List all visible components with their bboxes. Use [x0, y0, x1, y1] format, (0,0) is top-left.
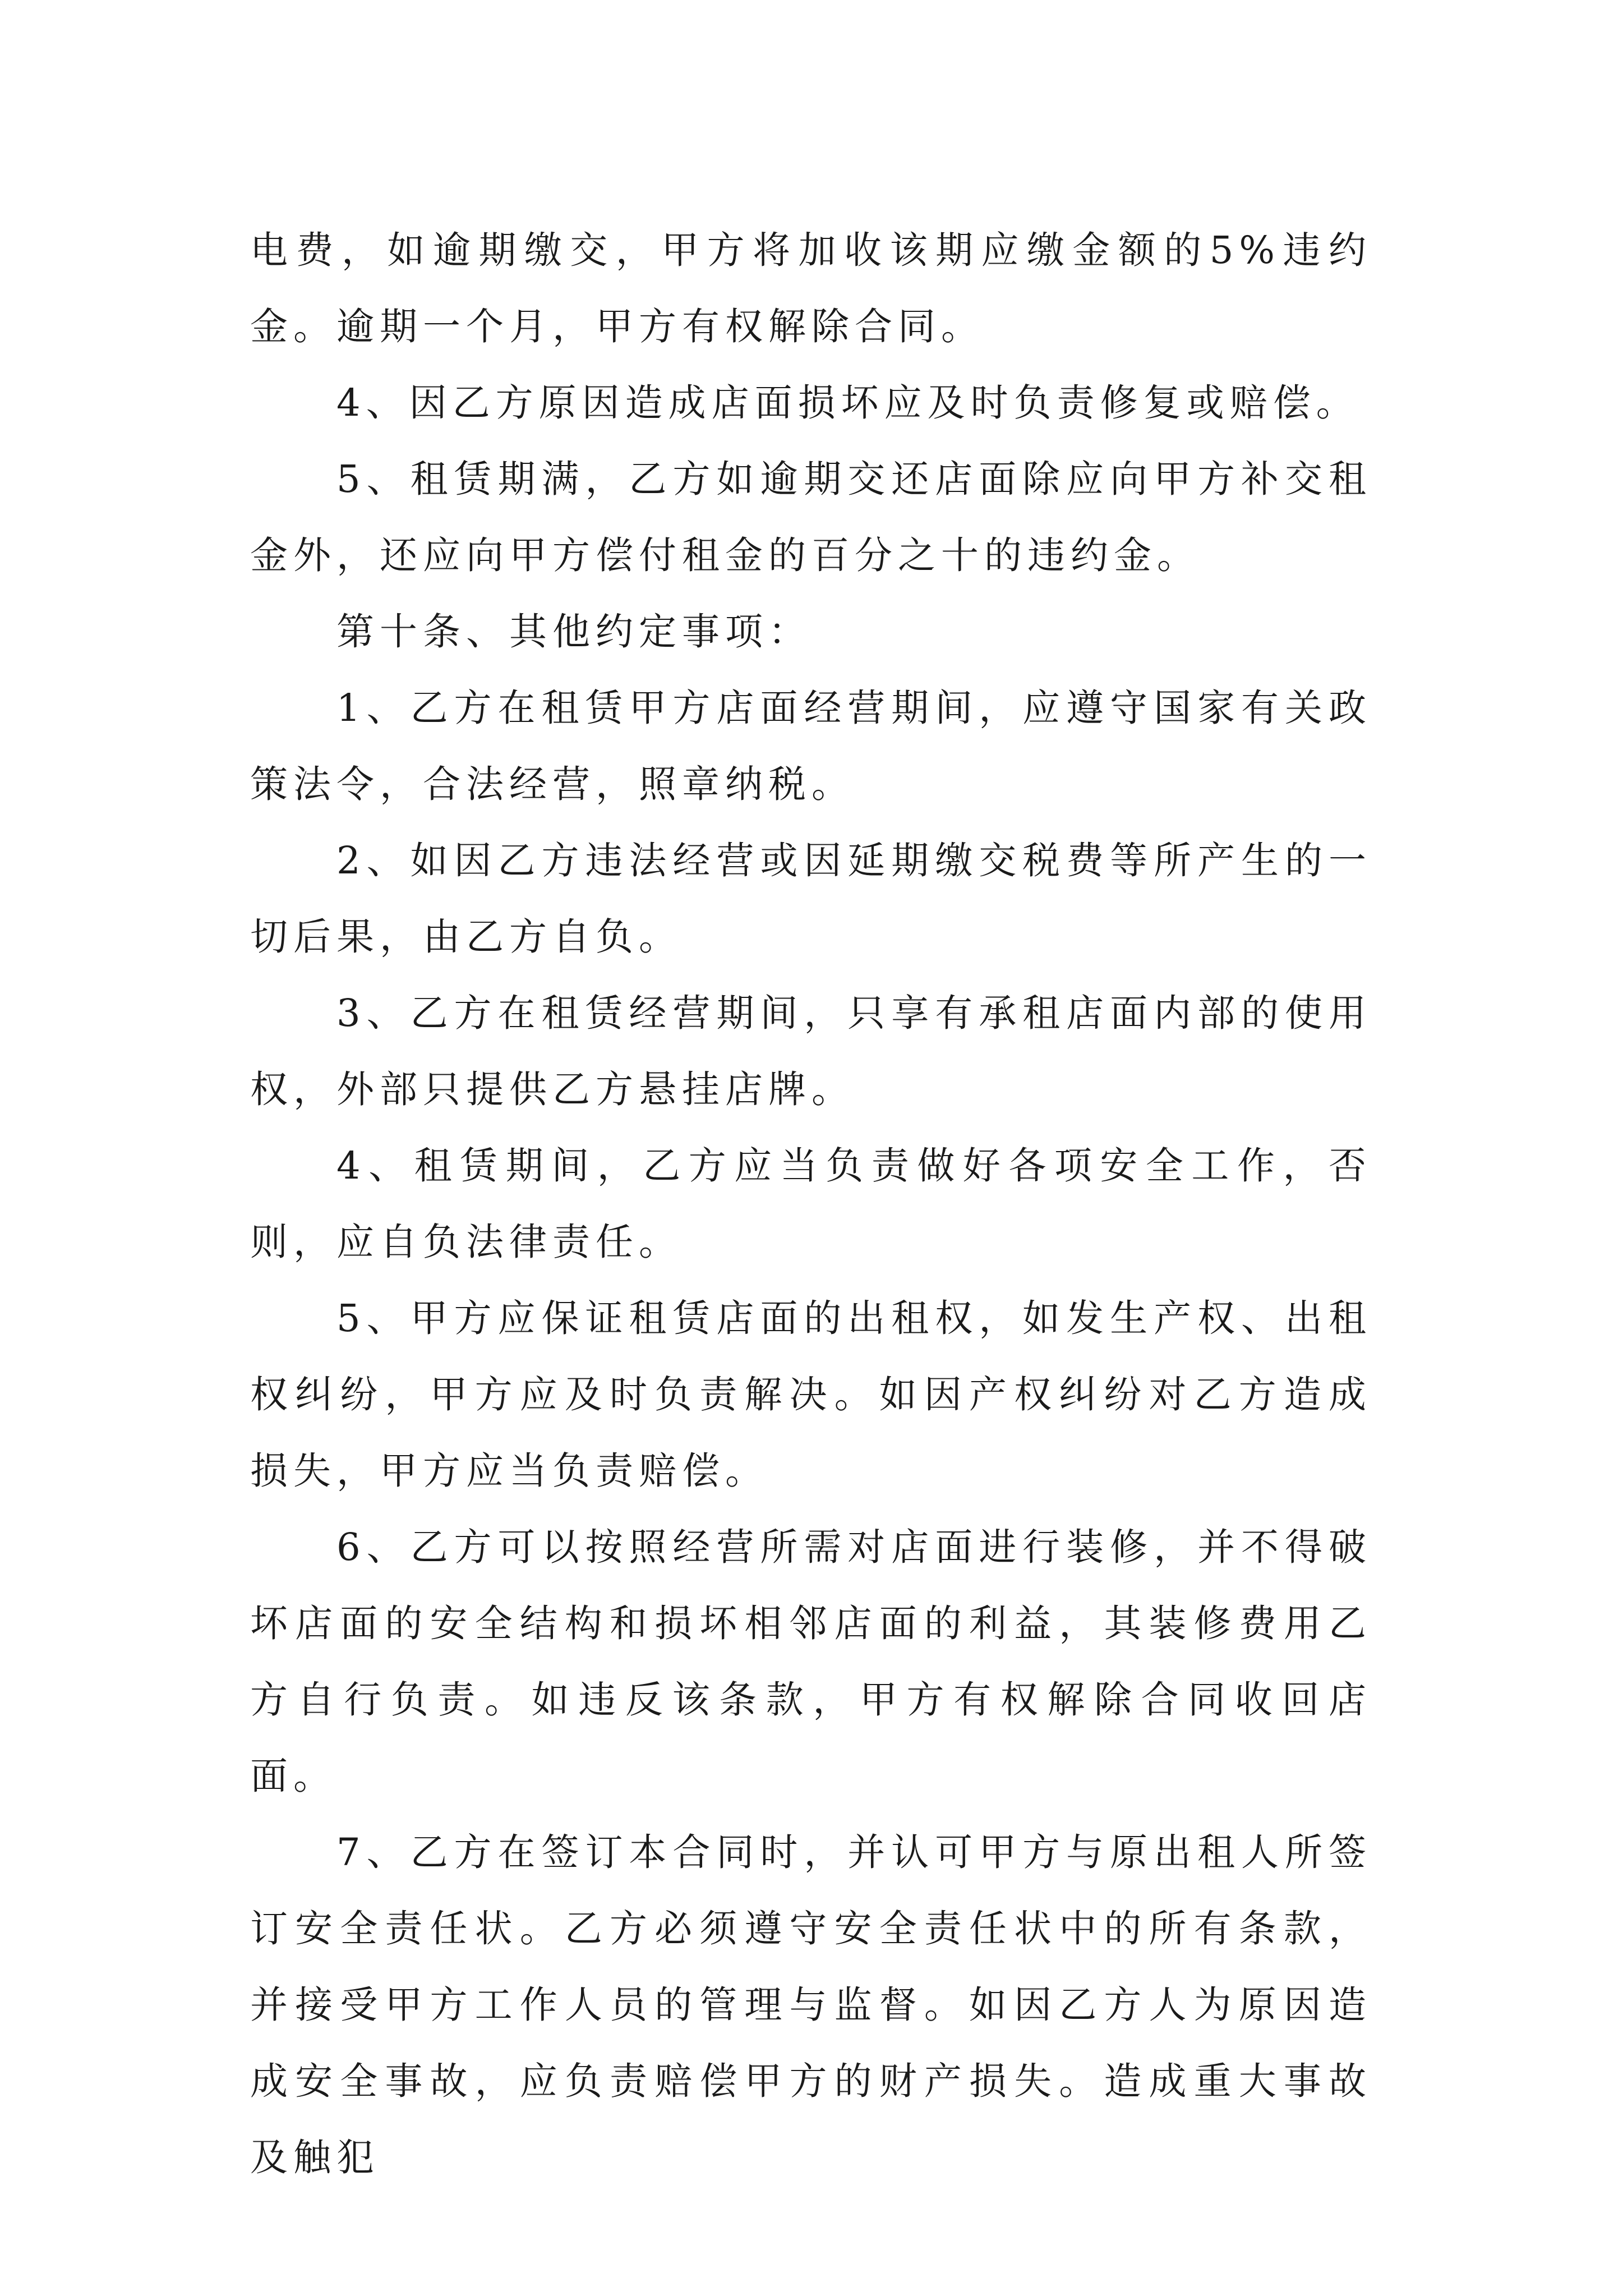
clause-paragraph: 3、乙方在租赁经营期间，只享有承租店面内部的使用权，外部只提供乙方悬挂店牌。 [250, 991, 1372, 1111]
clause-paragraph: 5、租赁期满，乙方如逾期交还店面除应向甲方补交租金外，还应向甲方偿付租金的百分之十的违约金。 [250, 457, 1372, 577]
clause-paragraph: 7、乙方在签订本合同时，并认可甲方与原出租人所签订安全责任状。乙方必须遵守安全责任状中的所有条款，并接受甲方工作人员的管理与监督。如因乙方人为原因造成安全事故，应负责赔偿甲方的财产损失。造成重大事故及触犯 [250, 1830, 1372, 2179]
clause-paragraph: 1、乙方在租赁甲方店面经营期间，应遵守国家有关政策法令，合法经营，照章纳税。 [250, 686, 1372, 806]
section-heading: 第十条、其他约定事项： [336, 610, 811, 654]
document-body [250, 212, 1372, 2196]
clause-paragraph: 5、甲方应保证租赁店面的出租权，如发生产权、出租权纠纷，甲方应及时负责解决。如因产权纠纷对乙方造成损失，甲方应当负责赔偿。 [250, 1296, 1372, 1493]
clause-paragraph: 2、如因乙方违法经营或因延期缴交税费等所产生的一切后果，由乙方自负。 [250, 839, 1372, 959]
clause-paragraph: 4、租赁期间，乙方应当负责做好各项安全工作，否则，应自负法律责任。 [250, 1144, 1372, 1264]
clause-paragraph: 6、乙方可以按照经营所需对店面进行装修，并不得破坏店面的安全结构和损坏相邻店面的利益，其装修费用乙方自行负责。如违反该条款，甲方有权解除合同收回店面。 [250, 1525, 1372, 1798]
clause-paragraph: 4、因乙方原因造成店面损坏应及时负责修复或赔偿。 [336, 381, 1359, 425]
paragraph-continuation: 电费，如逾期缴交，甲方将加收该期应缴金额的5%违约金。逾期一个月，甲方有权解除合同。 [250, 228, 1372, 348]
